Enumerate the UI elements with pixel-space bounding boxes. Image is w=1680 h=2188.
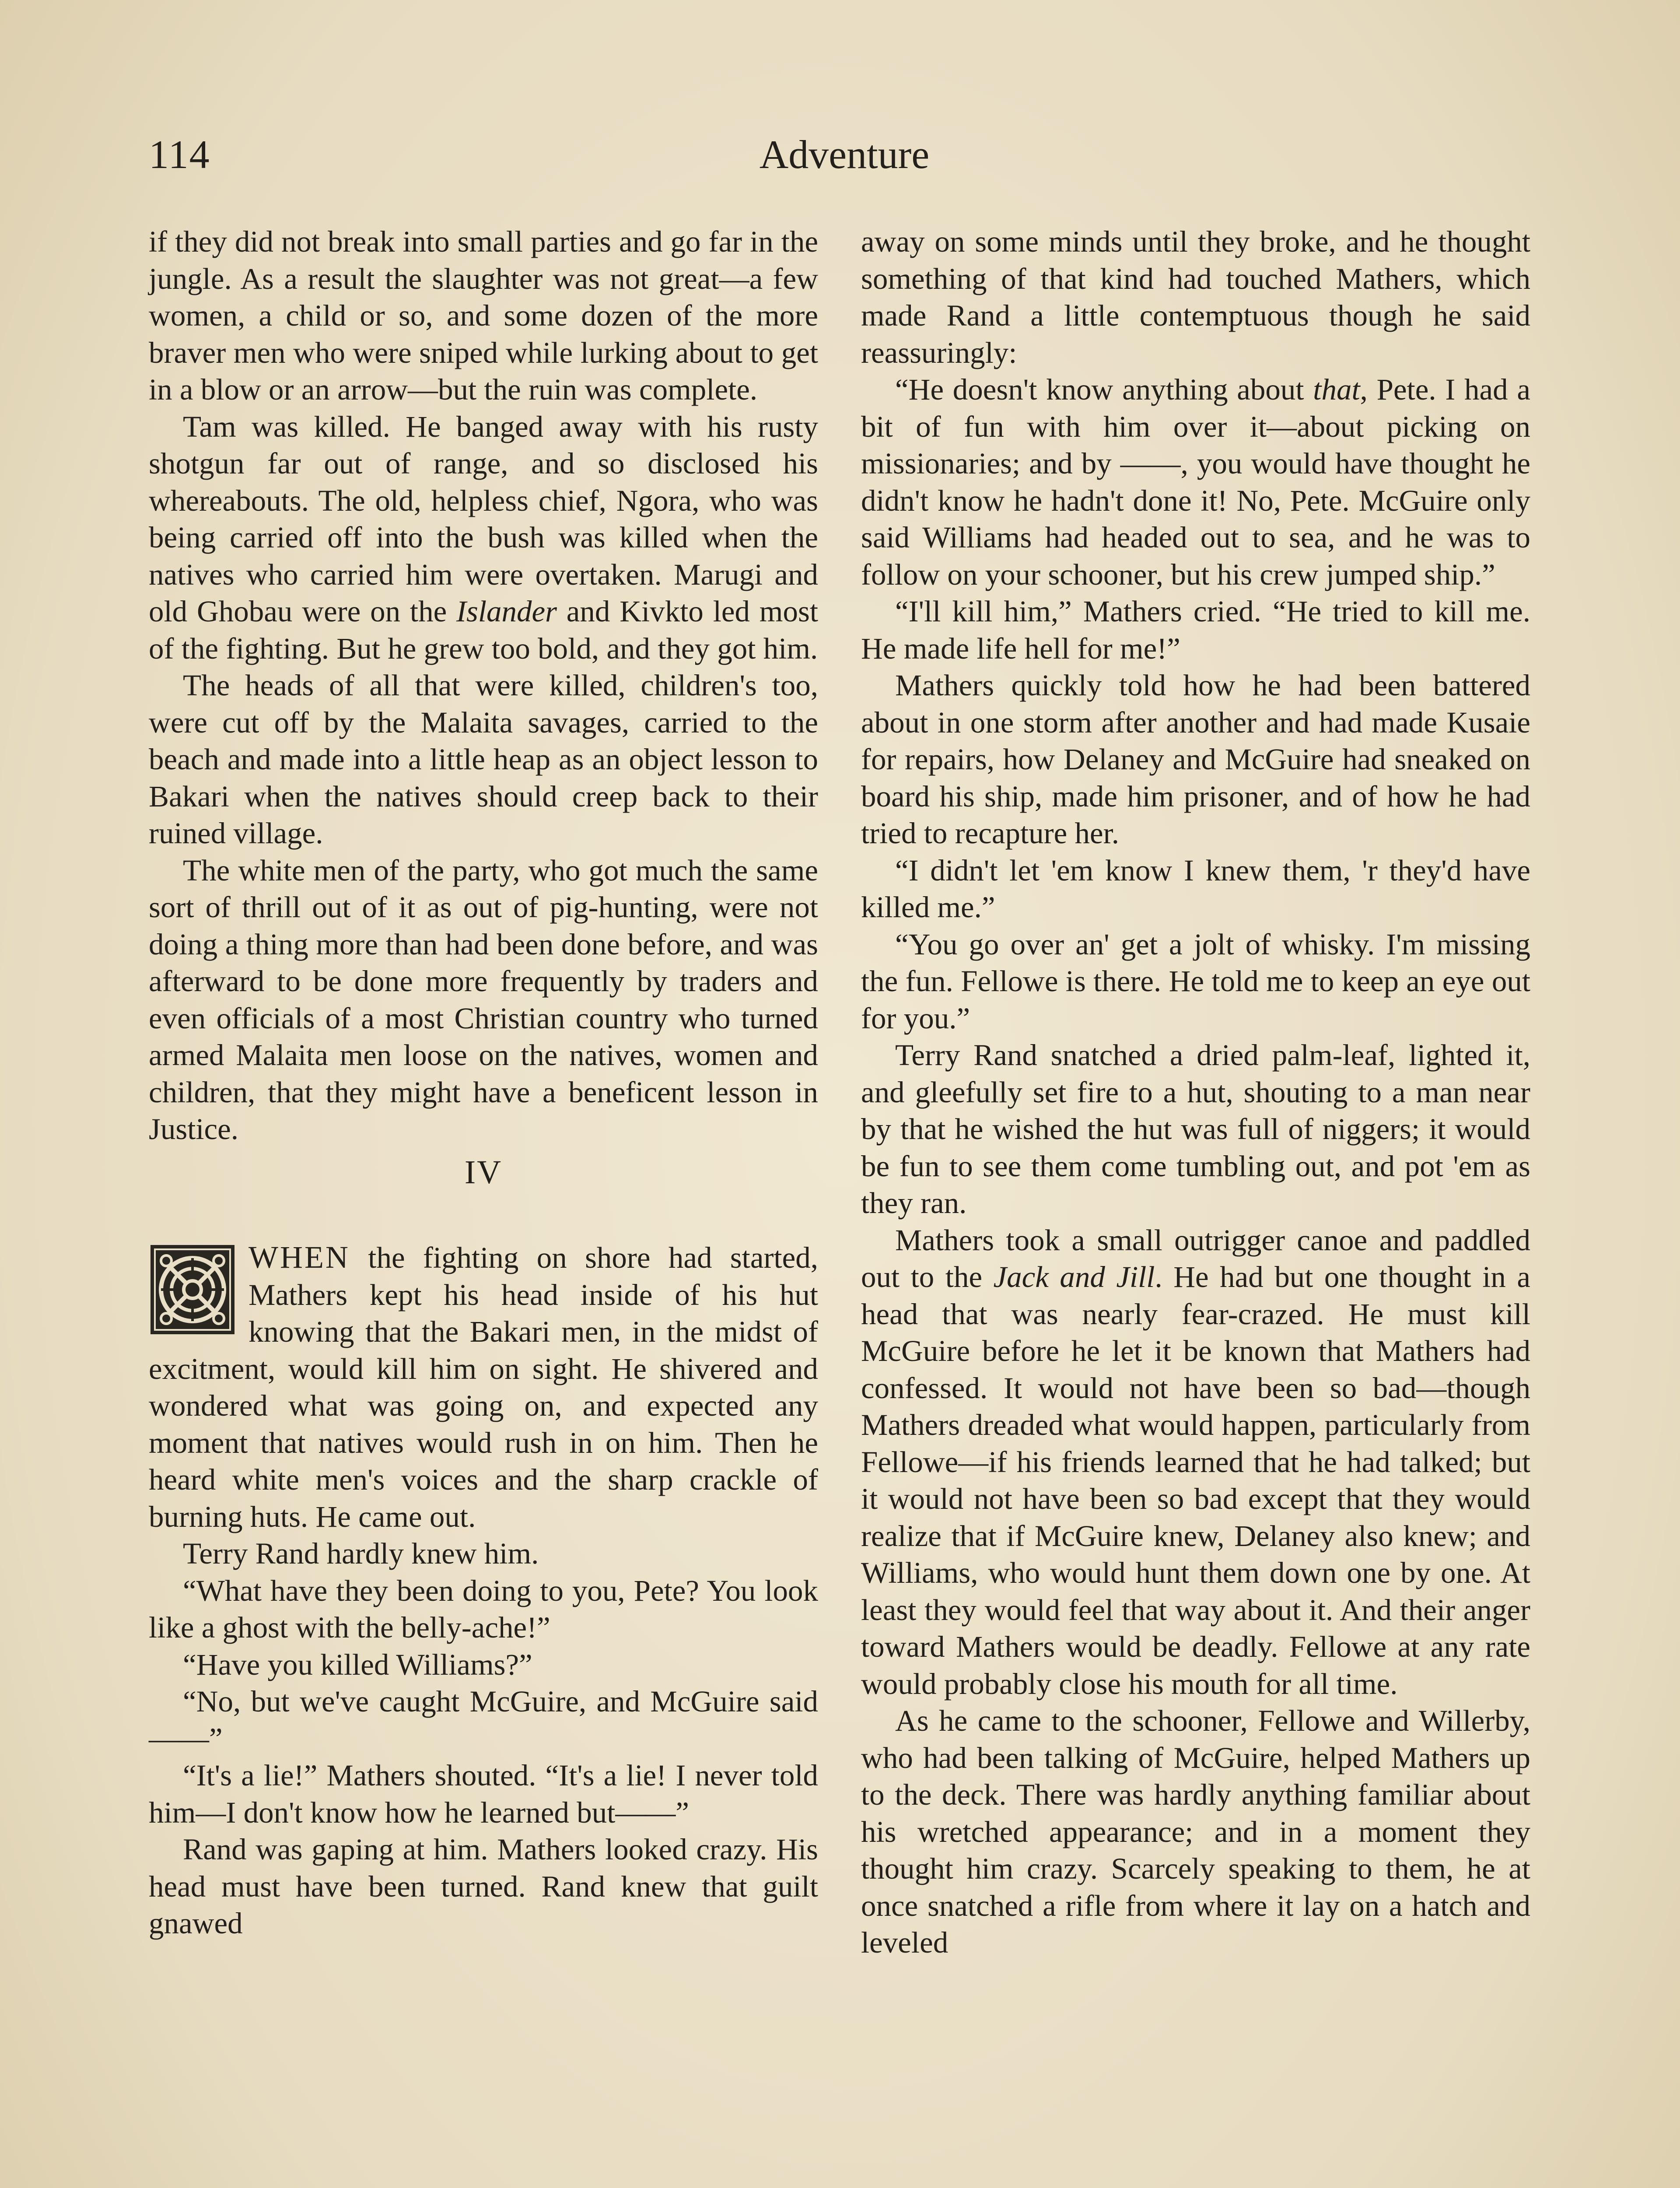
text-run: Mathers took a small outrigger canoe and paddled out to the <box>861 1223 1530 1294</box>
paragraph <box>149 408 818 667</box>
running-title: Adventure <box>759 132 930 177</box>
paragraph: Terry Rand snatched a dried palm-leaf, lighted it, and gleefully set fire to a hut, shouting to a man near by that he wished the hut was full of niggers; it would be fun to see them come tumbling out, and pot 'em as they ran. <box>861 1038 1530 1220</box>
text-run: and Kivkto led most of the fighting. But he grew too bold, and they got him. <box>149 595 818 665</box>
paragraph: “Have you killed Williams?” <box>183 1648 532 1681</box>
page-number: 114 <box>149 132 210 177</box>
emphasis: that <box>1313 373 1360 406</box>
paragraph: As he came to the schooner, Fellowe and Willerby, who had been talking of McGuire, helped Mathers up to the deck. There was hardly anything familiar about his wretched appearance; and in a moment they thought him crazy. Scarcely speaking to them, he at once snatched a rifle from where it lay on a hatch and leveled <box>861 1704 1530 1959</box>
paragraph <box>149 1239 818 1535</box>
paragraph: “What have they been doing to you, Pete? You look like a ghost with the belly-ache!” <box>149 1574 818 1644</box>
text-run: the fighting on shore had started, Mathers kept his head inside of his hut knowing that the Bakari men, in the midst of excitment, would kill him on sight. He shivered and wondered what was going on, and expected any moment that natives would rush in on him. Then he heard white men's voices and the sharp crackle of burning huts. He came out. <box>149 1241 818 1533</box>
paragraph: The heads of all that were killed, children's too, were cut off by the Malaita savages, carried to the beach and made into a little heap as an object lesson to Bakari when the natives should creep back to their ruined village. <box>149 669 818 850</box>
page-header <box>149 127 1540 193</box>
text-run: “He doesn't know anything about <box>895 373 1313 406</box>
paragraph: away on some minds until they broke, and he thought something of that kind had touched Mathers, which made Rand a little contemptuous though he said reassuringly: <box>861 225 1530 369</box>
ship-name: Islander <box>456 595 557 628</box>
paragraph: Terry Rand hardly knew him. <box>183 1537 539 1570</box>
paragraph: “I didn't let 'em know I knew them, 'r they'd have killed me.” <box>861 853 1530 924</box>
text-run: , Pete. I had a bit of fun with him over it—about picking on missionaries; and by ——, you would have thought he didn't know he hadn't done it! No, Pete. McGuire only said Williams had headed out to sea, and he was to follow on your schooner, but his crew jumped ship.” <box>861 373 1530 591</box>
ship-name: Jack and Jill <box>993 1260 1155 1294</box>
paragraph <box>861 371 1530 593</box>
paragraph: The white men of the party, who got much the same sort of thrill out of it as out of pig-hunting, were not doing a thing more than had been done before, and was afterward to be done more frequently by traders and even officials of a most Christian country who turned armed Malaita men loose on the natives, women and children, that they might have a beneficent lesson in Justice. <box>149 853 818 1146</box>
paragraph: if they did not break into small parties and go far in the jungle. As a result the slaughter was not great—a few women, a child or so, and some dozen of the more braver men who were sniped while lurking about to get in a blow or an arrow—but the ruin was complete. <box>149 225 818 406</box>
paragraph: “No, but we've caught McGuire, and McGuire said——” <box>149 1685 818 1755</box>
left-column <box>149 223 818 1942</box>
right-column <box>861 223 1530 1961</box>
text-run: . He had but one thought in a head that was nearly fear-crazed. He must kill McGuire before he let it be known that Mathers had confessed. It would not have been so bad—though Mathers dreaded what would happen, particularly from Fellowe—if his friends learned that he had talked; but it would not have been so bad except that they would realize that if McGuire knew, Delaney also knew; and Williams, who would hunt them down one by one. At least they would feel that way about it. And their anger toward Mathers would be deadly. Fellowe at any rate would probably close his mouth for all time. <box>861 1260 1531 1701</box>
text-run: Tam was killed. He banged away with his rusty shotgun far out of range, and so disclosed his whereabouts. The old, helpless chief, Ngora, who was being carried off into the bush was killed when the natives who carried him were overtaken. Marugi and old Ghobau were on the <box>149 410 818 628</box>
paragraph: “I'll kill him,” Mathers cried. “He tried to kill me. He made life hell for me!” <box>861 595 1530 665</box>
celtic-knot-ornament-icon <box>149 1243 236 1336</box>
section-heading: IV <box>464 1154 503 1191</box>
paragraph: “It's a lie!” Mathers shouted. “It's a lie! I never told him—I don't know how he learned but——” <box>149 1759 818 1829</box>
paragraph: “You go over an' get a jolt of whisky. I'm missing the fun. Fellowe is there. He told me to keep an eye out for you.” <box>861 927 1530 1035</box>
lead-word: WHEN <box>248 1240 350 1275</box>
paragraph: Rand was gaping at him. Mathers looked crazy. His head must have been turned. Rand knew that guilt gnawed <box>149 1833 818 1940</box>
paragraph <box>861 1222 1530 1703</box>
paragraph: Mathers quickly told how he had been battered about in one storm after another and had made Kusaie for repairs, how Delaney and McGuire had sneaked on board his ship, made him prisoner, and of how he had tried to recapture her. <box>861 669 1530 850</box>
